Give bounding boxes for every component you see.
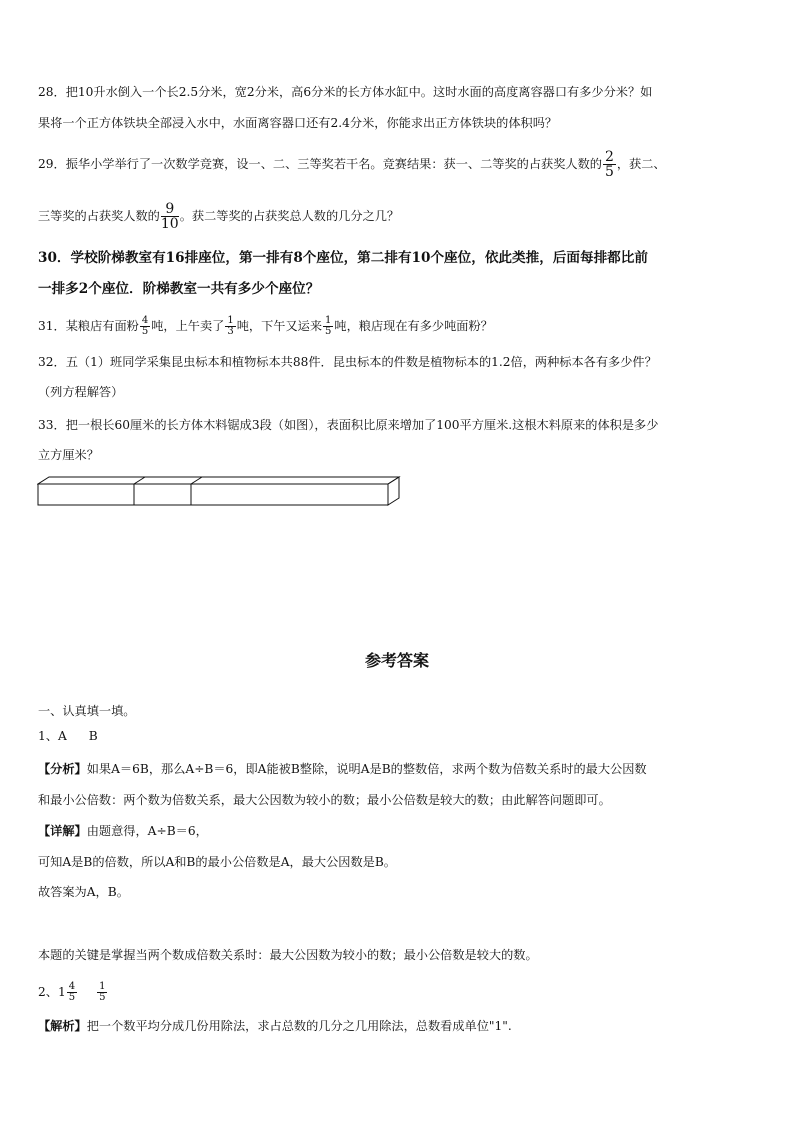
q32-line-2: （列方程解答） [38, 385, 124, 399]
parse-text: 把一个数平均分成几份用除法，求占总数的几分之几用除法，总数看成单位"1". [86, 1019, 512, 1033]
answer-1-analysis-2: 和最小公倍数：两个数为倍数关系，最大公因数为较小的数；最小公倍数是较大的数；由此解答问题即可。 [38, 793, 611, 807]
answer-1-note: 本题的关键是掌握当两个数成倍数关系时：最大公因数为较小的数；最小公倍数是较大的数。 [38, 948, 538, 962]
q33-line-2: 立方厘米？ [38, 448, 99, 462]
q29-line-1 [38, 150, 764, 179]
q29-line-2 [38, 202, 764, 231]
detail-text: 由题意得，A÷B＝6， [86, 824, 208, 838]
detail-tag: 【详解】 [38, 824, 87, 838]
fraction-numerator: 2 [604, 149, 614, 165]
q31-text-b: 吨，上午卖了 [151, 319, 225, 333]
q31-fraction-1 [140, 316, 150, 337]
answer-1-detail-3: 故答案为A，B。 [38, 885, 129, 899]
q31-fraction-2 [225, 316, 235, 337]
q29-text-a: 29．振华小学举行了一次数学竞赛，设一、二、三等奖若干名。竞赛结果：获一、二等奖的占获奖人数的 [38, 157, 602, 171]
fraction-numerator: 1 [99, 981, 106, 992]
q32-line-1: 32．五（1）班同学采集昆虫标本和植物标本共88件．昆虫标本的件数是植物标本的1.2倍，两种标本各有多少件？ [38, 355, 657, 369]
q29-text-b: ，获二、 [616, 157, 666, 171]
answer-1-detail-1 [38, 822, 764, 840]
answer-2-parse [38, 1017, 764, 1035]
log-front-face [38, 484, 388, 505]
saw-cut-1 [134, 477, 145, 505]
answer-1-detail-2: 可知A是B的倍数，所以A和B的最小公倍数是A，最大公因数是B。 [38, 855, 396, 869]
answers-title: 参考答案 [364, 651, 429, 670]
q30-line-1: 30．学校阶梯教室有16排座位，第一排有8个座位，第二排有10个座位，依此类推，后面每排都比前 [38, 250, 648, 266]
q29-fraction-2 [161, 202, 179, 231]
fraction-numerator: 4 [141, 315, 149, 326]
q31-fraction-3 [323, 316, 333, 337]
answer-1 [38, 727, 764, 745]
q30-line-2: 一排多2个座位．阶梯教室一共有多少个座位？ [38, 281, 320, 297]
fraction-denominator: 5 [141, 326, 149, 337]
q33-log-figure [37, 476, 403, 508]
q33-line-1: 33．把一根长60厘米的长方体木料锯成3段（如图），表面积比原来增加了100平方厘米.这根木料原来的体积是多少 [38, 418, 659, 432]
fraction-denominator: 10 [160, 216, 179, 232]
log-end-face [388, 477, 399, 505]
q29-fraction-1 [603, 150, 616, 179]
log-diagram [37, 476, 403, 508]
fraction-denominator: 5 [325, 326, 332, 337]
fraction-denominator: 5 [99, 992, 106, 1003]
analysis-text: 如果A＝6B，那么A÷B＝6，即A能被B整除，说明A是B的整数倍，求两个数为倍数关系时的最大公因数 [86, 762, 647, 776]
log-top-face [38, 477, 399, 484]
fraction-denominator: 5 [604, 164, 614, 180]
fraction-denominator: 5 [68, 992, 76, 1003]
fraction-numerator: 1 [325, 315, 332, 326]
fraction-numerator: 4 [68, 981, 76, 992]
q31-text-a: 31．某粮店有面粉 [38, 319, 139, 333]
answer-2-prefix: 2、1 [38, 985, 66, 999]
fraction-numerator: 1 [227, 315, 234, 326]
fraction-numerator: 9 [161, 202, 179, 217]
saw-cut-2 [191, 477, 202, 505]
answer-2-fraction-1 [67, 982, 77, 1003]
q28-line-2: 果将一个正方体铁块全部浸入水中，水面离容器口还有2.4分米，你能求出正方体铁块的体积吗？ [38, 116, 558, 130]
answer-1-a: 1、A [38, 729, 67, 743]
q29-text-c: 三等奖的占获奖人数的 [38, 209, 160, 223]
answers-section-1: 一、认真填一填。 [38, 704, 136, 718]
answer-1-b: B [88, 729, 98, 743]
q29-text-d: 。获二等奖的占获奖总人数的几分之几？ [179, 209, 400, 223]
q28-line-1: 28．把10升水倒入一个长2.5分米，宽2分米，高6分米的长方体水缸中。这时水面的高度离容器口有多少分米？如 [38, 85, 653, 99]
answer-1-analysis-1 [38, 760, 764, 778]
parse-tag: 【解析】 [38, 1019, 87, 1033]
analysis-tag: 【分析】 [38, 762, 87, 776]
answer-2-fraction-2 [97, 982, 107, 1003]
q31-text-d: 吨，粮店现在有多少吨面粉？ [334, 319, 493, 333]
q31-text-c: 吨，下午又运来 [236, 319, 323, 333]
q31-line [38, 316, 764, 337]
fraction-denominator: 3 [227, 326, 234, 337]
answer-2 [38, 982, 764, 1003]
